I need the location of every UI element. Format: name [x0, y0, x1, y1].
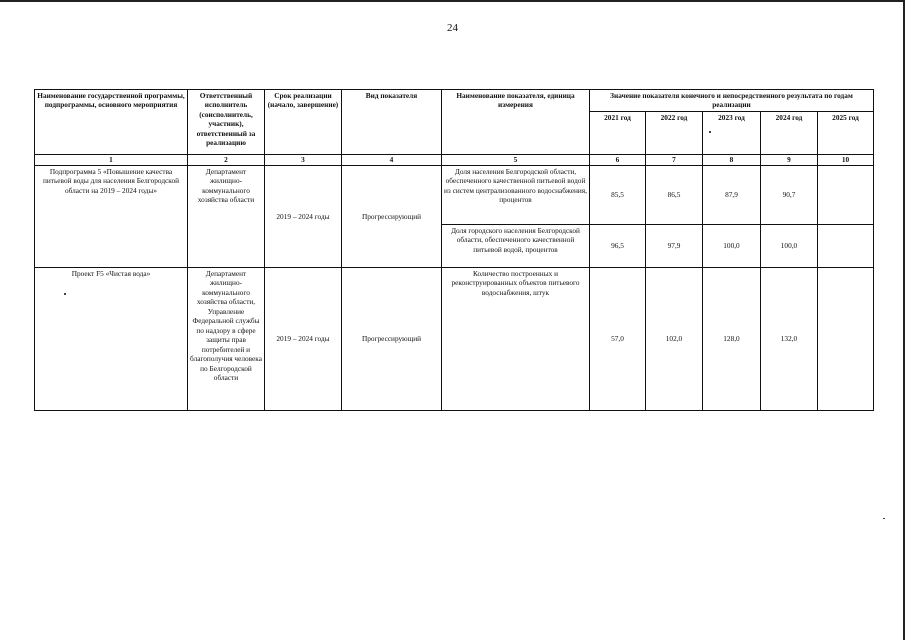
column-number: 8: [703, 155, 761, 166]
page-number: 24: [447, 22, 458, 34]
header-program: Наименование государственной программы, подпрограммы, основного мероприятия: [35, 90, 188, 155]
value-cell: 96,5: [590, 225, 646, 268]
value-cell: [818, 268, 874, 411]
program-name: Проект F5 «Чистая вода»: [35, 268, 188, 411]
table-row: [35, 268, 874, 411]
period: 2019 – 2024 годы: [265, 166, 342, 268]
value-cell: 90,7: [761, 166, 818, 225]
indicator-name: Количество построенных и реконструированных объектов питьевого водоснабжения, штук: [442, 268, 590, 411]
column-number: 10: [818, 155, 874, 166]
scan-edge-top: [0, 0, 905, 2]
value-cell: 102,0: [646, 268, 703, 411]
header-year: 2024 год: [761, 111, 818, 154]
header-indicator-name: Наименование показателя, единица измерения: [442, 90, 590, 155]
column-number: 5: [442, 155, 590, 166]
header-row: [35, 90, 874, 112]
indicator-name: Доля городского населения Белгородской области, обеспеченного качественной питьевой водой, процентов: [442, 225, 590, 268]
value-cell: 132,0: [761, 268, 818, 411]
value-cell: 97,9: [646, 225, 703, 268]
header-year: 2025 год: [818, 111, 874, 154]
program-name: Подпрограмма 5 «Повышение качества питьевой воды для населения Белгородской области на 2019 – 2024 годы»: [35, 166, 188, 268]
column-number-row: [35, 155, 874, 166]
header-year: 2023 год: [703, 111, 761, 154]
executor-name: Департамент жилищно-коммунального хозяйства области: [188, 166, 265, 268]
column-number: 7: [646, 155, 703, 166]
header-executor: Ответственный исполнитель (соисполнитель, участник), ответственный за реализацию: [188, 90, 265, 155]
column-number: 2: [188, 155, 265, 166]
header-indicator-type: Вид показателя: [342, 90, 442, 155]
value-cell: 85,5: [590, 166, 646, 225]
column-number: 4: [342, 155, 442, 166]
column-number: 6: [590, 155, 646, 166]
indicator-name: Доля населения Белгородской области, обеспеченного качественной питьевой водой из систем централизованного водоснабжения, процентов: [442, 166, 590, 225]
indicator-type: Прогрессирующий: [342, 166, 442, 268]
value-cell: [818, 166, 874, 225]
value-cell: 57,0: [590, 268, 646, 411]
value-cell: 128,0: [703, 268, 761, 411]
value-cell: 100,0: [703, 225, 761, 268]
table-row: [35, 166, 874, 225]
header-values-group: Значение показателя конечного и непосредственного результата по годам реализации: [590, 90, 874, 112]
value-cell: 100,0: [761, 225, 818, 268]
scan-speck: [883, 518, 885, 519]
executor-name: Департамент жилищно-коммунального хозяйства области, Управление Федеральной службы по надзору в сфере защиты прав потребителей и благополучия человека по Белгородской области: [188, 268, 265, 411]
header-year: 2021 год: [590, 111, 646, 154]
period: 2019 – 2024 годы: [265, 268, 342, 411]
indicator-type: Прогрессирующий: [342, 268, 442, 411]
header-period: Срок реализации (начало, завершение): [265, 90, 342, 155]
value-cell: 86,5: [646, 166, 703, 225]
column-number: 1: [35, 155, 188, 166]
value-cell: 87,9: [703, 166, 761, 225]
column-number: 9: [761, 155, 818, 166]
indicator-table: [34, 89, 874, 411]
header-year: 2022 год: [646, 111, 703, 154]
value-cell: [818, 225, 874, 268]
column-number: 3: [265, 155, 342, 166]
